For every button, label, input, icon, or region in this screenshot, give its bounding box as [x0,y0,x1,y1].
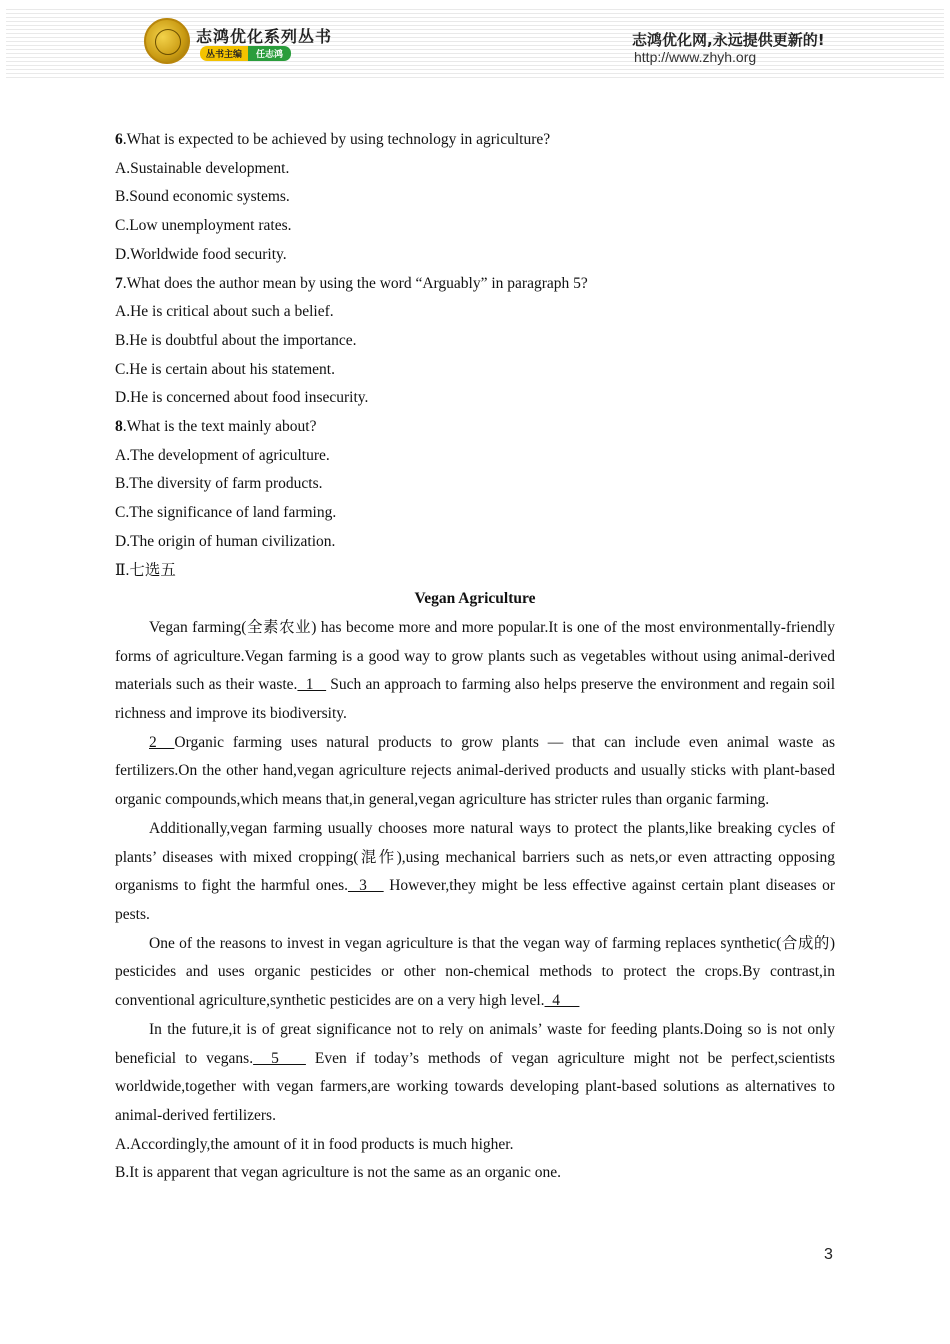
passage-paragraph-3: Additionally,vegan farming usually chooses more natural ways to protect the plants,like breaking cycles of plants’ diseases with mixed cropping(混作),using mechanical barriers such as nets,or even attracting opposing organisms to fight the harmful ones. 3 However,they might be less effective against certain plant diseases or pests. [115,819,835,923]
section-heading: Ⅱ.七选五 [115,561,176,579]
question-8: 8.What is the text mainly about? [115,418,317,436]
option-8d: D.The origin of human civilization. [115,532,336,550]
editor-name: 任志鸿 [248,46,291,61]
option-6c: C.Low unemployment rates. [115,217,292,235]
brand-subtitle [200,46,291,60]
blank-4: 4 [544,992,580,1010]
option-6d: D.Worldwide food security. [115,245,287,263]
blank-5: 5 [253,1049,306,1067]
passage-option-a: A.Accordingly,the amount of it in food products is much higher. [115,1135,514,1153]
option-7d: D.He is concerned about food insecurity. [115,389,369,407]
passage-paragraph-5: In the future,it is of great significance not to rely on animals’ waste for feeding plants.Doing so is not only beneficial to vegans. 5 Even if today’s methods of vegan agriculture might not be perfect,scientists worldwide,together with vegan farmers,are working towards developing plant-based solutions as alternatives to animal-derived fertilizers. [115,1020,836,1124]
passage-title: Vegan Agriculture [414,590,536,608]
blank-3: 3 [347,877,384,895]
option-7a: A.He is critical about such a belief. [115,303,334,321]
option-6a: A.Sustainable development. [115,159,290,177]
question-7: 7.What does the author mean by using the word “Arguably” in paragraph 5? [115,274,588,292]
passage-paragraph-2: 2 Organic farming uses natural products to grow plants — that can include even animal waste as fertilizers.On the other hand,vegan agriculture rejects animal-derived products and usually sticks with plant-based organic compounds,which means that,in general,vegan agriculture has stricter rules than organic farming. [115,733,836,809]
page-header [0,0,950,82]
option-6b: B.Sound economic systems. [115,188,290,206]
option-8c: C.The significance of land farming. [115,504,337,522]
option-8b: B.The diversity of farm products. [115,475,323,493]
editor-label: 丛书主编 [200,46,248,61]
option-7c: C.He is certain about his statement. [115,360,335,378]
passage-paragraph-4: One of the reasons to invest in vegan agriculture is that the vegan way of farming replaces synthetic(合成的) pesticides and uses organic pesticides or other non-chemical methods to protect the crops.By contrast,in conventional agriculture,synthetic pesticides are on a very high level. 4 [115,934,835,1010]
brand-title: 志鸿优化系列丛书 [196,27,333,46]
page-number: 3 [824,1246,833,1263]
option-7b: B.He is doubtful about the importance. [115,331,357,349]
question-6: 6.What is expected to be achieved by using technology in agriculture? [115,131,551,148]
document-body [115,126,835,1188]
blank-1: 1 [297,676,327,694]
header-url: http://www.zhyh.org [634,49,757,65]
passage-option-b: B.It is apparent that vegan agriculture is not the same as an organic one. [115,1164,562,1182]
publisher-logo [144,18,190,64]
blank-2: 2 [149,733,175,751]
passage-paragraph-1: Vegan farming(全素农业) has become more and more popular.It is one of the most environmentally-friendly forms of agriculture.Vegan farming is a good way to grow plants such as vegetables without using animal-derived materials such as their waste. 1 Such an approach to farming also helps preserve the environment and regain soil richness and improve its biodiversity. [115,618,836,723]
header-slogan: 志鸿优化网,永远提供更新的! [632,31,825,49]
option-8a: A.The development of agriculture. [115,446,330,464]
